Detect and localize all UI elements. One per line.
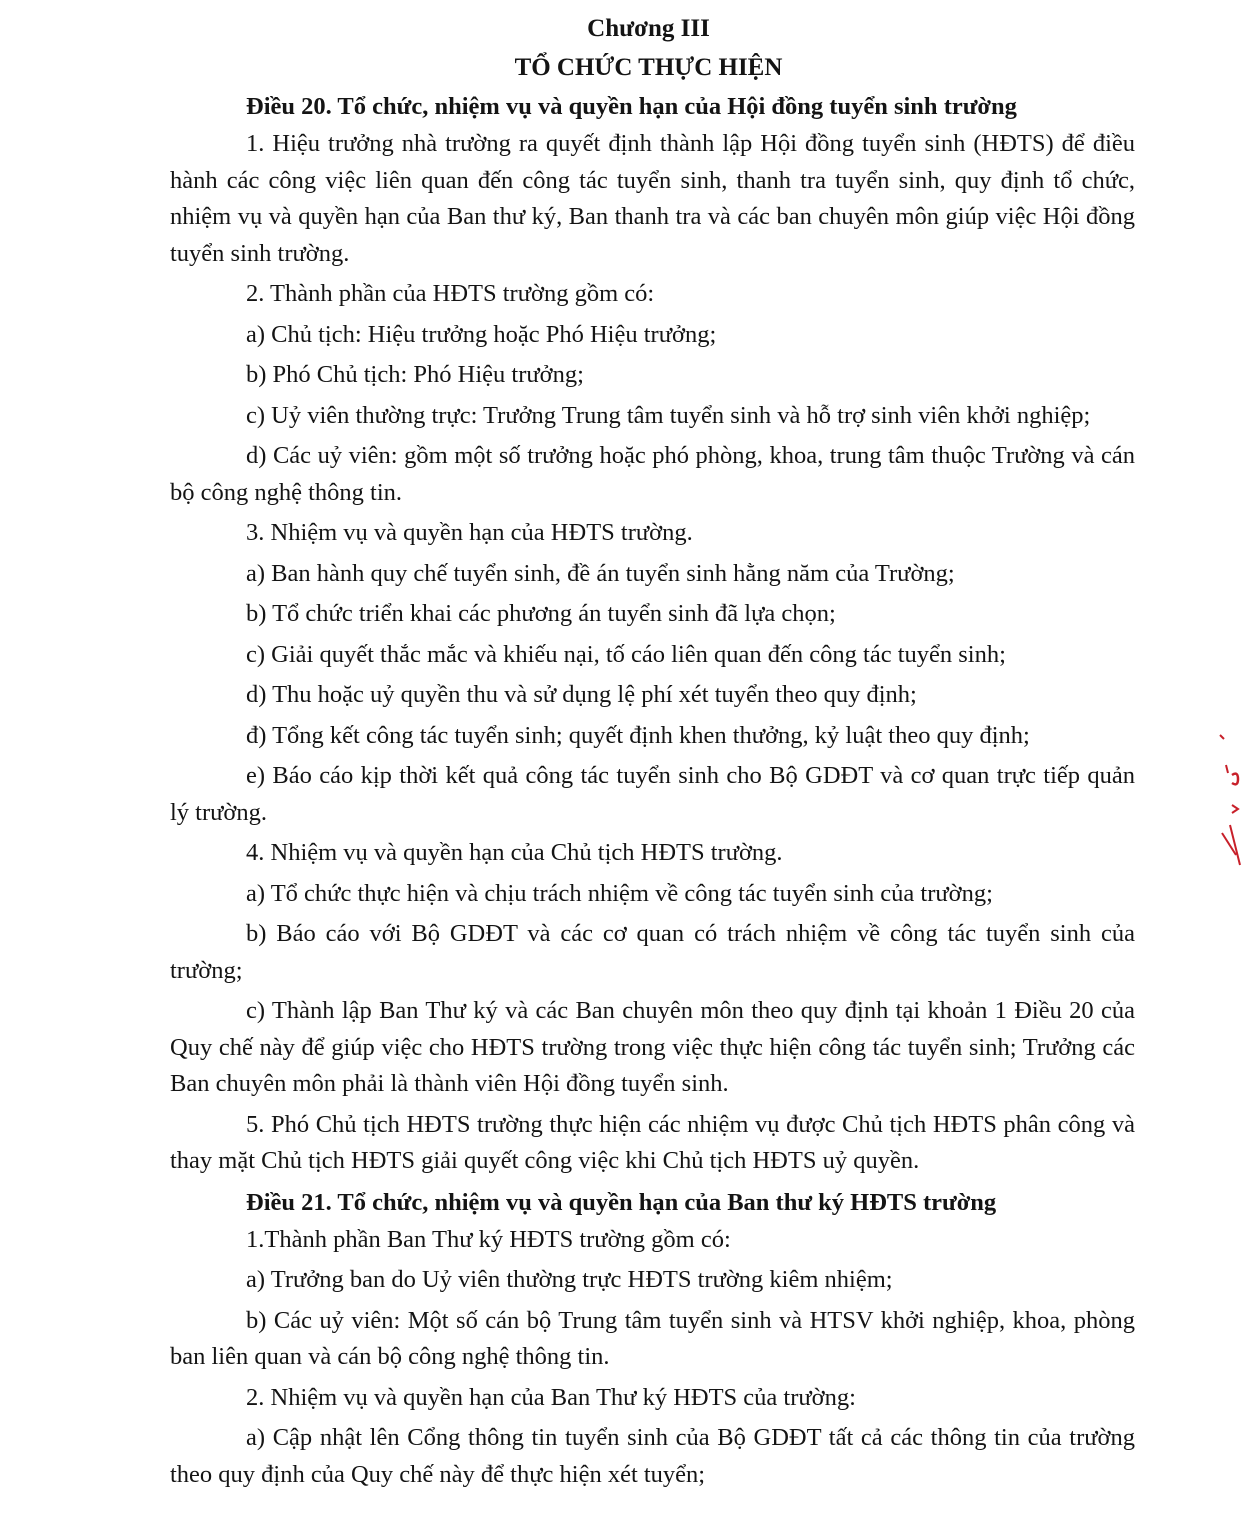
paragraph: d) Các uỷ viên: gồm một số trưởng hoặc phó phòng, khoa, trung tâm thuộc Trường và cán bộ công nghệ thông tin. [170,442,1135,506]
paragraph: c) Uỷ viên thường trực: Trưởng Trung tâm tuyển sinh và hỗ trợ sinh viên khởi nghiệp; [246,401,1091,429]
paragraph: 2. Thành phần của HĐTS trường gồm có: [246,280,655,307]
article-21-heading: Điều 21. Tổ chức, nhiệm vụ và quyền hạn của Ban thư ký HĐTS trường [246,1188,997,1216]
paragraph: 2. Nhiệm vụ và quyền hạn của Ban Thư ký HĐTS của trường: [246,1383,856,1411]
paragraph: b) Tổ chức triển khai các phương án tuyển sinh đã lựa chọn; [246,600,836,627]
chapter-title: TỔ CHỨC THỰC HIỆN [514,54,783,81]
paragraph: c) Thành lập Ban Thư ký và các Ban chuyên môn theo quy định tại khoản 1 Điều 20 của Quy chế này để giúp việc cho HĐTS trường trong việc thực hiện công tác tuyển sinh; Trưởng các Ban chuyên môn phải là thành viên Hội đồng tuyển sinh. [170,997,1135,1097]
paragraph: đ) Tổng kết công tác tuyển sinh; quyết định khen thưởng, kỷ luật theo quy định; [246,721,1030,749]
paragraph: a) Chủ tịch: Hiệu trưởng hoặc Phó Hiệu trưởng; [246,320,717,348]
paragraph: b) Báo cáo với Bộ GDĐT và các cơ quan có trách nhiệm về công tác tuyển sinh của trường; [170,920,1135,984]
paragraph: 1. Hiệu trưởng nhà trường ra quyết định thành lập Hội đồng tuyển sinh (HĐTS) để điều hành các công việc liên quan đến công tác tuyển sinh, thanh tra tuyển sinh, quy định tổ chức, nhiệm vụ và quyền hạn của Ban thư ký, Ban thanh tra và các ban chuyên môn giúp việc Hội đồng tuyển sinh trường. [170,130,1135,267]
paragraph: d) Thu hoặc uỷ quyền thu và sử dụng lệ phí xét tuyển theo quy định; [246,681,917,708]
paragraph: e) Báo cáo kịp thời kết quả công tác tuyển sinh cho Bộ GDĐT và cơ quan trực tiếp quản lý trường. [170,762,1135,826]
document-body [170,10,1135,1497]
paragraph: a) Tổ chức thực hiện và chịu trách nhiệm về công tác tuyển sinh của trường; [246,879,993,907]
stamp-edge-stroke [1220,735,1240,865]
paragraph: 3. Nhiệm vụ và quyền hạn của HĐTS trường. [246,519,693,546]
stamp-letter-mark [1232,774,1238,785]
paragraph: c) Giải quyết thắc mắc và khiếu nại, tố cáo liên quan đến công tác tuyển sinh; [246,640,1006,668]
paragraph: a) Ban hành quy chế tuyển sinh, đề án tuyển sinh hằng năm của Trường; [246,559,955,587]
chapter-label: Chương III [587,15,710,42]
stamp-letter-mark [1232,805,1238,813]
paragraph: a) Trưởng ban do Uỷ viên thường trực HĐTS trường kiêm nhiệm; [246,1266,893,1293]
article-21-body [170,1222,1135,1494]
paragraph: 1.Thành phần Ban Thư ký HĐTS trường gồm có: [246,1225,731,1253]
stamp-fragment-icon [1216,705,1242,875]
paragraph: 5. Phó Chủ tịch HĐTS trường thực hiện các nhiệm vụ được Chủ tịch HĐTS phân công và thay mặt Chủ tịch HĐTS giải quyết công việc khi Chủ tịch HĐTS uỷ quyền. [170,1110,1135,1174]
paragraph: b) Phó Chủ tịch: Phó Hiệu trưởng; [246,361,584,388]
article-20-heading: Điều 20. Tổ chức, nhiệm vụ và quyền hạn của Hội đồng tuyển sinh trường [246,93,1017,120]
paragraph: a) Cập nhật lên Cổng thông tin tuyển sinh của Bộ GDĐT tất cả các thông tin của trường theo quy định của Quy chế này để thực hiện xét tuyển; [170,1424,1135,1488]
paragraph: 4. Nhiệm vụ và quyền hạn của Chủ tịch HĐTS trường. [246,839,783,866]
paragraph: b) Các uỷ viên: Một số cán bộ Trung tâm tuyển sinh và HTSV khởi nghiệp, khoa, phòng ban liên quan và cán bộ công nghệ thông tin. [170,1306,1135,1370]
article-20-body [170,126,1135,1180]
